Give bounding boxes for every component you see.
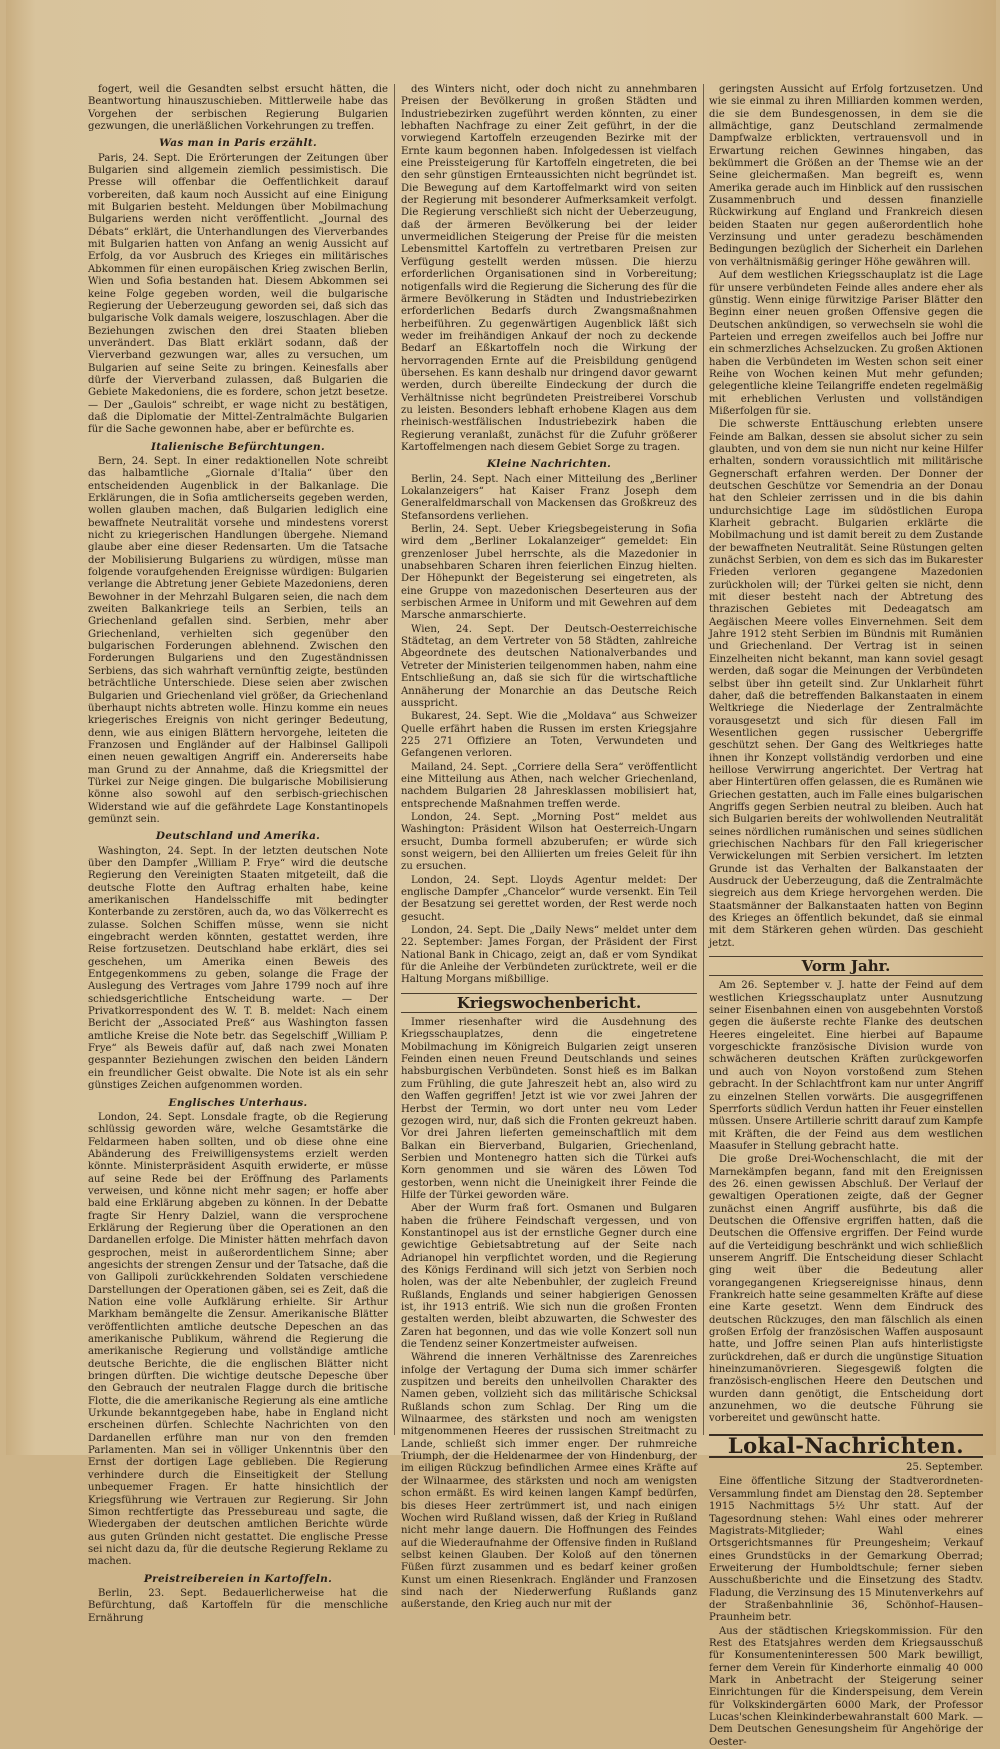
section-heading: Preistreibereien in Kartoffeln.	[143, 1572, 333, 1585]
article-paragraph: Während die inneren Verhältnisse des Zarenreiches infolge der Vertagung der Duma sich immer schärfer zuspitzen und bereits den unheilvollen Charakter des Namen geben, vollzieht sich das militärische Schicksal Rußlands schon zum Schlag. Der Ring um die Wilnaarmee, des stärksten und noch am wenigsten mitgenommenen Heeres der russischen Streitmacht zu Lande, schließt sich immer enger. Der ruhmreiche Triumph, der die Heldenarmee der von Hindenburg, der im eiligen Rückzug befindlichen Armee eines Kräfte auf der Wilnaarmee, des stärksten und noch am wenigsten schon ermäßt. Es wird keinen langen Kampf bedürfen, bis dieses Heer zertrümmert ist, und nach einigen Wochen wird Rußland wissen, daß der Krieg in Rußland nicht mehr lange dauern. Die Hoffnungen des Feindes auf die Wiederaufnahme der Offensive finden in Rußland selbst keinen Glauben. Der Koloß auf den tönernen Füßen fürzt zusammen und es bedarf keiner großen Kunst um einen Riesenkrach. Engländer und Franzosen sind nach der Niederwerfung Rußlands ganz außerstande, den Krieg auch nur mit der	[401, 1352, 697, 1611]
article-paragraph: geringsten Aussicht auf Erfolg fortzusetzen. Und wie sie einmal zu ihren Milliarden kommen werden, die sie dem Bundesgenossen, in dem sie die allmächtige, ganz Deutschland zermalmende Dampfwalze erblickten, vertrauensvoll und in Erwartung reichen Gewinnes hingaben, das bekümmert die Größen an der Themse wie an der Seine gleichermaßen. Man begreift es, wenn Amerika gerade auch im Hinblick auf den russischen Zusammenbruch und dessen finanzielle Rückwirkung auf England und Frankreich diesen beiden Staaten nur gegen außerordentlich hohe Verzinsung und unter geradezu beschämenden Bedingungen bezüglich der Sicherheit ein Darlehen von verhältnismäßig geringer Höhe gewähren will.	[709, 84, 983, 268]
section-title: Vorm Jahr.	[709, 956, 983, 976]
article-paragraph: London, 24. Sept. „Morning Post“ meldet aus Washington: Präsident Wilson hat Oesterreich-Ungarn ersucht, Dumba formell abzuberufen; er würde sich sonst weigern, bei den Alliierten um freies Geleit für ihn zu ersuchen.	[401, 811, 697, 873]
column-rule	[394, 84, 395, 1435]
masthead-section-title: Lokal-Nachrichten.	[709, 1434, 983, 1458]
column-right	[709, 84, 983, 1748]
article-paragraph: Die schwerste Enttäuschung erlebten unsere Feinde am Balkan, dessen sie absolut sicher zu sein glaubten, und von dem sie nun nicht nur keine Hilfer erhalten, sondern voraussichtlich mit militärische Gegnerschaft erfahren werden. Der Donner der deutschen Geschütze vor Semendria an der Donau hat den Schleier zerrissen und in die bis dahin undurchsichtige Lage im südöstlichen Europa Klarheit gebracht. Bulgarien erklärte die Mobilmachung und ist damit bereit zu dem Zustande der bewaffneten Neutralität. Seine Rüstungen gelten zunächst Serbien, von dem es sich das im Bukarester Frieden verloren gegangene Mazedonien zurückholen will; der Türkei gelten sie nicht, denn mit dieser besteht nach der Abtretung des thrazischen Gebietes mit Dedeagatsch am Aegäischen Meere volles Einvernehmen. Seit dem Jahre 1912 steht Serbien im Bündnis mit Rumänien und Griechenland. Der Vertrag ist in seinen Einzelheiten nicht bekannt, man kann soviel gesagt werden, daß sogar die Meinungen der Verbündeten selbst über ihn geteilt sind. Zur Unklarheit führt daher, daß die betreffenden Balkanstaaten in einem Weltkriege die Niederlage der Zentralmächte vorausgesetzt und sich für diesen Fall im Wesentlichen gegen russischer Uebergriffe geschützt sehen. Der Gang des Weltkrieges hatte ihnen ihr Konzept vollständig verdorben und eine heillose Verwirrung angerichtet. Der Vertrag hat aber Hintertüren offen gelassen, die es Rumänen wie Griechen gestatten, auch im Falle eines bulgarischen Angriffs gegen Serbien neutral zu bleiben. Auch hat sich Bulgarien bereits der wohlwollenden Neutralität seines nördlichen rumänischen und seines südlichen griechischen Nachbars für den Fall kriegerischer Verwickelungen mit Serbien versichert. Im letzten Grunde ist das Verhalten der Balkanstaaten der Ausdruck der Ueberzeugung, daß die Zentralmächte siegreich aus dem Kriege hervorgehen werden. Die Staatsmänner der Balkanstaaten hatten von Beginn des Krieges an öffentlich bekundet, daß sie einmal mit dem Stärkeren gehen würden. Das geschieht jetzt.	[709, 419, 983, 949]
article-paragraph: Aber der Wurm fraß fort. Osmanen und Bulgaren haben die frühere Feindschaft vergessen, und von Konstantinopel aus ist der ernstliche Gegner durch eine gewichtige Gebietsabtretung auf der Seite nach Adrianopel hin verpflichtet worden, und die Regierung des Königs Ferdinand will sich jetzt von Serbien noch holen, was der alte Nebenbuhler, der zugleich Freund Rußlands, Englands und seiner habgierigen Genossen ist, ihr 1913 entriß. Wie sich nun die großen Fronten gestalten werden, bleibt abzuwarten, die Schwester des Zaren hat begonnen, und das wie volle Konzert soll nun die Tendenz seiner Konzertmeister aufweisen.	[401, 1203, 697, 1351]
section-heading: Englisches Unterhaus.	[168, 1096, 308, 1109]
section-heading: Deutschland und Amerika.	[155, 830, 321, 843]
newspaper-page	[6, 0, 996, 1748]
article-paragraph: Paris, 24. Sept. Die Erörterungen der Zeitungen über Bulgarien sind allgemein ziemlich pessimistisch. Die Presse will offenbar die Oeffentlichkeit darauf vorbereiten, daß kaum noch Aussicht auf eine Einigung mit Bulgarien besteht. Meldungen über Mobilmachung Bulgariens werden nicht veröffentlicht. „Journal des Débats“ erklärt, die Unterhandlungen des Vierverbandes mit Bulgarien hatten von Anfang an wenig Aussicht auf Erfolg, da vor Ausbruch des Krieges ein militärisches Abkommen für einen europäischen Krieg zwischen Berlin, Wien und Sofia bestanden hat. Diesem Abkommen sei keine Folge gegeben worden, weil die bulgarische Regierung der Ueberzeugung geworden sei, daß sich das bulgarische Volk damals weigere, loszuschlagen. Aber die Beziehungen zwischen den drei Staaten blieben unverändert. Das Blatt erklärt sodann, daß der Vierverband gezwungen war, alles zu versuchen, um Bulgarien auf seine Seite zu bringen. Keinesfalls aber dürfe der Vierverband zulassen, daß Bulgarien die Gebiete Makedoniens, die es fordere, schon jetzt besetze. — Der „Gaulois“ schreibt, er wage nicht zu bestätigen, daß die Diplomatie der Mittel-Zentralmächte Bulgarien für die Sache gewonnen habe, aber er befürchte es.	[88, 152, 388, 436]
column-middle	[401, 84, 697, 1611]
section-title: Kriegswochenbericht.	[401, 993, 697, 1013]
article-paragraph: Wien, 24. Sept. Der Deutsch-Oesterreichische Städtetag, an dem Vertreter von 58 Städten, zahlreiche Abgeordnete des deutschen Nationalverbandes und Vetreter der Ministerien teilgenommen haben, nahm eine Entschließung an, daß sie sich für die wirtschaftliche Annäherung der Monarchie an das Deutsche Reich ausspricht.	[401, 623, 697, 709]
article-paragraph: Am 26. September v. J. hatte der Feind auf dem westlichen Kriegsschauplatz unter Ausnutzung seiner Eisenbahnen einen von ausgebehnten Vorstoß gegen die äußerste rechte Flanke des deutschen Heeres eingeleitet. Eine hierbei auf Bapaume vorgeschickte französische Division wurde von schwächeren deutschen Kräften zurückgeworfen und auch von Noyon vorstoßend zum Stehen gebracht. In der Schlachtfront kam nur unter Angriff zu einzelnen Stellen vorwärts. Die ausgegriffenen Sperrforts südlich Verdun hatten ihr Feuer einstellen müssen. Unsere Artillerie schritt darauf zum Kampfe mit Kräften, die der Feind aus dem westlichen Maasufer in Stellung gebracht hatte.	[709, 980, 983, 1152]
article-paragraph: London, 24. Sept. Lonsdale fragte, ob die Regierung schlüssig geworden wäre, welche Gesamtstärke die Feldarmeen haben sollten, und ob diese ohne eine Abänderung des Freiwilligensystems erzielt werden könnte. Ministerpräsident Asquith erwiderte, er müsse auf seine Rede bei der Eröffnung des Parlaments verweisen, und könne nicht mehr sagen; er hoffe aber bald eine Erklärung abgeben zu können. In der Debatte fragte Sir Henry Dalziel, wann die versprochene Erklärung der Regierung über die Operationen an den Dardanellen erfolge. Die Minister hätten mehrfach davon gesprochen, meist in außerordentlichem Sinne; aber angesichts der strengen Zensur und der Tatsache, daß die von Gallipoli zurückkehrenden Soldaten verschiedene Darstellungen der Operationen gäben, sei es Zeit, daß die Nation eine volle Aufklärung erhielte. Sir Arthur Markham bemängelte die Zensur. Amerikanische Blätter veröffentlichten amtliche deutsche Depeschen an das amerikanische Publikum, während die Regierung die amerikanische Regierung und vollständige amtliche deutsche Berichte, die die englischen Blätter nicht bringen dürften. Die wichtige deutsche Depesche über den Gebrauch der neutralen Flagge durch die britische Flotte, die die amerikanische Regierung als eine amtliche Urkunde bekanntgegeben habe, habe in England nicht erscheinen dürfen. Schlechte Nachrichten von den Dardanellen erführe man nur von den fremden Parlamenten. Man sei in völliger Unkenntnis über den Ernst der dortigen Lage geblieben. Die Regierung verhindere durch die Einseitigkeit der Stellung unbequemer Fragen. Er hatte hinsichtlich der Kriegsführung wie Vertrauen zur Regierung. Sir John Simon rechtfertigte das Pressebureau und sagte, die Wiedergaben der deutschen amtlichen Berichte würde aus guten Gründen nicht gestattet. Die englische Presse sei nicht dazu da, für die deutsche Regierung Reklame zu machen.	[88, 1111, 388, 1568]
section-heading: Kleine Nachrichten.	[486, 458, 612, 471]
section-heading: Italienische Befürchtungen.	[151, 440, 325, 453]
article-paragraph: Bern, 24. Sept. In einer redaktionellen Note schreibt das halbamtliche „Giornale d'Italia“ über den entscheidenden Augenblick in der Balkanlage. Die Erklärungen, die in Sofia amtlicherseits gegeben werden, wollen glauben machen, daß Bulgarien lediglich eine bewaffnete Neutralität vorsehe und mindestens vorerst nicht zu kriegerischen Handlungen übergehe. Niemand glaube aber eine dieser Redensarten. Um die Tatsache der Mobilisierung Bulgariens zu würdigen, müsse man folgende voraufgehenden Ereignisse würdigen: Bulgarien verlange die Abtretung jener Gebiete Mazedoniens, deren Bewohner in der Mehrzahl Bulgaren seien, die nach dem zweiten Balkankriege teils an Serbien, teils an Griechenland gefallen sind. Serbien, mehr aber Griechenland, verhielten sich gegenüber den bulgarischen Forderungen ablehnend. Zwischen den Forderungen Bulgariens und den Zugeständnissen Serbiens, das sich wahrhaft vernünftig zeigte, bestünden beträchtliche Unterschiede. Diese seien aber zwischen Bulgarien und Griechenland viel größer, da Griechenland überhaupt nichts abtreten wolle. Hinzu komme ein neues kriegerisches Ereignis von nicht geringer Bedeutung, denn, wie aus einigen Blättern hervorgehe, leiteten die Franzosen und Engländer auf der Halbinsel Gallipoli einen neuen gewaltigen Angriff ein. Andererseits habe man Grund zu der Annahme, daß die Kriegsmittel der Türkei zur Neige gingen. Die bulgarische Mobilisierung könne also sowohl auf den serbisch-griechischen Widerstand wie auf die gefährdete Lage Konstantinopels gemünzt sein.	[88, 455, 388, 825]
article-paragraph: Aus der städtischen Kriegskommission. Für den Rest des Etatsjahres werden dem Kriegsausschuß für Konsumenteninteressen 500 Mark bewilligt, ferner dem Verein für Kinderhorte einmalig 40 000 Mark in Anbetracht der Steigerung seiner Einrichtungen für die Kinderspeisung, dem Verein für Volkskindergärten 6000 Mark, der Professor Lucas'schen Kleinkinderbewahranstalt 600 Mark. — Dem Deutschen Genesungsheim für Angehörige der Oester-	[709, 1625, 983, 1748]
article-paragraph: Washington, 24. Sept. In der letzten deutschen Note über den Dampfer „William P. Frye“ wird die deutsche Regierung den Vereinigten Staaten mitgeteilt, daß die deutsche Flotte den Auftrag erhalten habe, keine amerikanischen Handelsschiffe mit bedingter Konterbande zu zerstören, auch da, wo das Völkerrecht es zulasse. Solchen Schiffen müsse, wenn sie nicht eingebracht werden könnten, gestattet werden, ihre Reise fortzusetzen. Deutschland habe erklärt, dies sei geschehen, um Amerika einen Beweis des Entgegenkommens zu geben, solange die Frage der Auslegung des Vertrages vom Jahre 1799 noch auf ihre schiedsgerichtliche Entscheidung warte. — Der Privatkorrespondent des W. T. B. meldet: Nach einem Bericht der „Associated Preß“ aus Washington fassen amtliche Kreise die Note betr. das Segelschiff „William P. Frye“ als Beweis dafür auf, daß nach zwei Monaten gespannter Beziehungen zwischen den beiden Ländern ein freundlicher Geist obwalte. Die Note ist als ein sehr günstiges Zeichen aufgenommen worden.	[88, 845, 388, 1092]
article-paragraph: des Winters nicht, oder doch nicht zu annehmbaren Preisen der Bevölkerung in großen Städten und Industriebezirken zugeführt werden könnten, zu einer lebhaften Nachfrage zu einer Zeit geführt, in der die vorwiegend Kartoffeln erzeugenden Bezirke mit der Ernte kaum begonnen haben. Infolgedessen ist vielfach eine Preissteigerung für Kartoffeln eingetreten, die bei den sehr günstigen Ernteaussichten nicht begründet ist. Die Bewegung auf dem Kartoffelmarkt wird von seiten der Regierung mit besonderer Aufmerksamkeit verfolgt. Die Regierung verschließt sich nicht der Ueberzeugung, daß der ärmeren Bevölkerung bei der leider unvermeidlichen Steigerung der Preise für die meisten Lebensmittel Kartoffeln zu vertretbaren Preisen zur Verfügung gestellt werden müssen. Die hierzu erforderlichen Organisationen sind in Vorbereitung; notigenfalls wird die Regierung die Sicherung des für die ärmere Bevölkerung in Städten und Industriebezirken erforderlichen Bedarfs durch Zwangsmaßnahmen herbeiführen. Zu gegenwärtigen Augenblick läßt sich weder im freihändigen Ankauf der noch zu deckende Bedarf an Eßkartoffeln noch die Wirkung der hervorragenden Ernte auf die Preisbildung genügend übersehen. Es kann deshalb nur dringend davor gewarnt werden, durch übereilte Eindeckung der durch die Verhältnisse nicht begründeten Preistreiberei Vorschub zu leisten. Besonders lebhaft erhobene Klagen aus dem rheinisch-westfälischen Industriebezirk haben die Regierung veranlaßt, zunächst für die Zufuhr größerer Kartoffelmengen nach diesem Gebiet Sorge zu tragen.	[401, 84, 697, 453]
column-rule	[703, 84, 704, 1435]
article-paragraph: London, 24. Sept. Die „Daily News“ meldet unter dem 22. September: James Forgan, der Präsident der First National Bank in Chicago, zeigt an, daß er vom Syndikat für die Anleihe der Verbündeten zurücktrete, weil er die Haltung Morgans mißbillige.	[401, 925, 697, 986]
section-heading: Was man in Paris erzählt.	[159, 137, 317, 150]
article-paragraph: London, 24. Sept. Lloyds Agentur meldet: Der englische Dampfer „Chancelor“ wurde versenkt. Ein Teil der Besatzung sei gerettet worden, der Rest werde noch gesucht.	[401, 874, 697, 923]
article-paragraph: Immer riesenhafter wird die Ausdehnung des Kriegsschauplatzes, denn die eingetretene Mobilmachung im Königreich Bulgarien zeigt unseren Feinden einen neuen Freund Deutschlands und seines habsburgischen Verbündeten. Sonst hieß es im Balkan zum Frühling, die gute Jahreszeit hebt an, also wird zu den Waffen gegriffen! Jetzt ist wie vor zwei Jahren der Herbst der Termin, wo dort unter neu vom Leder gezogen wird, nur, daß sich die Fronten gekreuzt haben. Vor drei Jahren lieferten gemeinschaftlich mit dem Balkan ein Bierverband, Bulgarien, Griechenland, Serbien und Montenegro hatten sich die Türkei aufs Korn genommen und sie wären des Löwen Tod gestorben, wenn nicht die Uneinigkeit ihrer Feinde die Hilfe der Türkei geworden wäre.	[401, 1017, 697, 1201]
article-paragraph: fogert, weil die Gesandten selbst ersucht hätten, die Beantwortung hinauszuschieben. Mittlerweile habe das Vorgehen der serbischen Regierung Bulgarien gezwungen, die unerläßlichen Vorkehrungen zu treffen.	[88, 84, 388, 133]
article-paragraph: Auf dem westlichen Kriegsschauplatz ist die Lage für unsere verbündeten Feinde alles andere eher als günstig. Wenn einige fürwitzige Pariser Blätter den Beginn einer neuen großen Offensive gegen die Deutschen ankündigen, so verwechseln sie wohl die Parteien und erregen zweifellos auch bei Joffre nur ein schmerzliches Achselzucken. Zu großen Aktionen haben die Verbündeten im Westen schon seit einer Reihe von Wochen keinen Mut mehr gefunden; gelegentliche kleine Teilangriffe endeten regelmäßig mit erheblichen Verlusten und vollständigen Mißerfolgen für sie.	[709, 270, 983, 417]
article-paragraph: Berlin, 24. Sept. Ueber Kriegsbegeisterung in Sofia wird dem „Berliner Lokalanzeiger“ gemeldet: Ein grenzenloser Jubel herrschte, als die Mazedonier in unabsehbaren Scharen ihren feierlichen Einzug hielten. Der Höhepunkt der Begeisterung sei eingetreten, als eine Gruppe von mazedonischen Deserteuren aus der serbischen Armee in Uniform und mit Gewehren auf dem Marsche anmarschierte.	[401, 524, 697, 622]
column-left	[88, 84, 388, 1624]
article-paragraph: Eine öffentliche Sitzung der Stadtverordneten-Versammlung findet am Dienstag den 28. September 1915 Nachmittags 5½ Uhr statt. Auf der Tagesordnung stehen: Wahl eines oder mehrerer Magistrats-Mitglieder; Wahl eines Ortsgerichtsmannes für Preungesheim; Verkauf eines Grundstücks in der Gemarkung Oberrad; Erweiterung der Humboldtschule; ferner sieben Ausschußberichte und die Einsetzung des Stadtv. Fladung, die Verzinsung des 15 Minutenverkehrs auf der Straßenbahnlinie 36, Schönhof–Hausen–Praunheim betr.	[709, 1476, 983, 1624]
article-paragraph: Die große Drei-Wochenschlacht, die mit der Marnekämpfen begann, fand mit den Ereignissen des 26. einen gewissen Abschluß. Der Verlauf der gewaltigen Operationen zeigte, daß der Gegner zunächst einen Angriff ausführte, bis daß die Deutschen die Offensive ergriffen hatten, daß die Deutschen die Offensive ergriffen. Der Feind wurde auf die Verteidigung beschränkt und wich schließlich unserem Angriff. Die Entscheidung dieser Schlacht ging weit über die Bedeutung aller vorangegangenen Kriegsereignisse hinaus, denn Frankreich hatte seine gesammelten Kräfte auf diese eine Karte gesetzt. Wenn dem Eindruck des deutschen Rückzuges, den man fälschlich als einen großen Erfolg der französischen Waffen ausposaunt hatte, und Joffre seinen Plan aufs hinterlistigste zurückdrehen, daß er durch die ungünstige Situation hineinzumanövrieren. Siegesgewiß folgten die französisch-englischen Heere den Deutschen und wurden dann genötigt, die Entscheidung dort anzunehmen, wo die deutsche Führung sie vorbereitet und gewünscht hatte.	[709, 1154, 983, 1425]
article-paragraph: Mailand, 24. Sept. „Corriere della Sera“ veröffentlicht eine Mitteilung aus Athen, nach welcher Griechenland, nachdem Bulgarien 28 Jahresklassen mobilisiert hat, entsprechende Maßnahmen treffen werde.	[401, 761, 697, 810]
article-paragraph: Bukarest, 24. Sept. Wie die „Moldava“ aus Schweizer Quelle erfährt haben die Russen im ersten Kriegsjahre 225 271 Offiziere an Toten, Verwundeten und Gefangenen verloren.	[401, 711, 697, 760]
article-paragraph: Berlin, 23. Sept. Bedauerlicherweise hat die Befürchtung, daß Kartoffeln für die menschliche Ernährung	[88, 1587, 388, 1624]
article-paragraph: Berlin, 24. Sept. Nach einer Mitteilung des „Berliner Lokalanzeigers“ hat Kaiser Franz Joseph dem Generalfeldmarschall von Mackensen das Großkreuz des Stefansordens verliehen.	[401, 473, 697, 522]
section-date: 25. September.	[906, 1462, 983, 1474]
